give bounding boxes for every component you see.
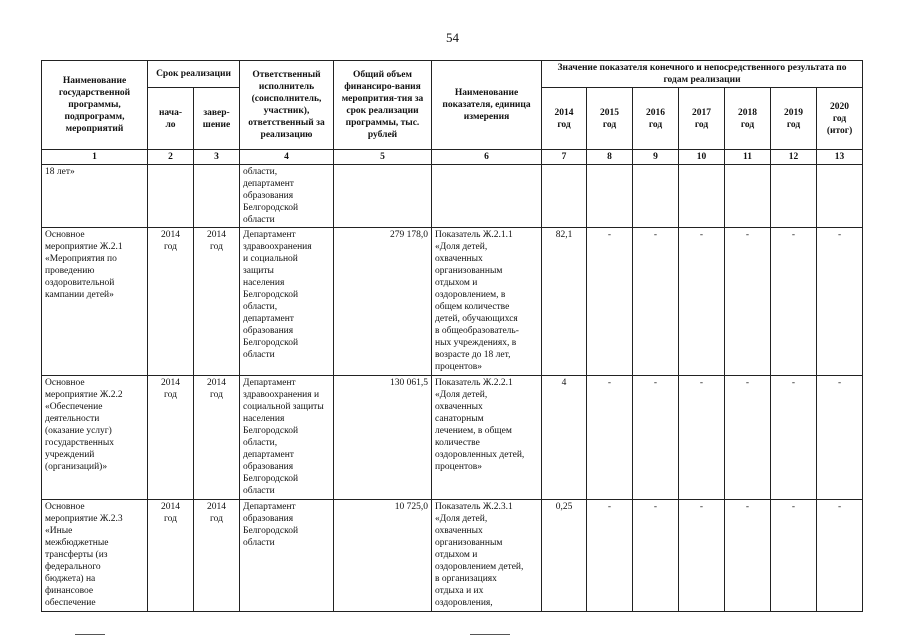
column-number: 4 <box>240 150 334 165</box>
row-value-2015 <box>587 165 633 228</box>
header-end: завер- шение <box>194 88 240 150</box>
header-year-2018: 2018 год <box>725 88 771 150</box>
column-number: 9 <box>633 150 679 165</box>
column-number: 12 <box>771 150 817 165</box>
row-value-2015: - <box>587 500 633 612</box>
row-value-2019: - <box>771 228 817 376</box>
scan-artifact-line <box>75 634 105 635</box>
row-value-2017: - <box>679 376 725 500</box>
scan-artifact-line <box>470 634 510 635</box>
header-year-2016: 2016 год <box>633 88 679 150</box>
column-number: 7 <box>542 150 587 165</box>
table-row <box>42 500 863 612</box>
row-value-2020: - <box>817 228 863 376</box>
header-year-2020: 2020 год (итог) <box>817 88 863 150</box>
row-end: 2014 год <box>194 376 240 500</box>
page-number: 54 <box>446 30 459 45</box>
header-year-2015: 2015 год <box>587 88 633 150</box>
row-value-2018: - <box>725 228 771 376</box>
column-number: 11 <box>725 150 771 165</box>
header-start: нача- ло <box>148 88 194 150</box>
row-start: 2014 год <box>148 228 194 376</box>
row-start <box>148 165 194 228</box>
header-funding: Общий объем финансиро-вания меропрития-тия за срок реализации программы, тыс. рублей <box>334 61 432 150</box>
row-end <box>194 165 240 228</box>
row-value-2014: 4 <box>542 376 587 500</box>
row-indicator: Показатель Ж.2.3.1 «Доля детей, охваченных организованным отдыхом и оздоровлением детей, в организациях отдыха и их оздоровления, <box>432 500 542 612</box>
table-row <box>42 228 863 376</box>
row-program-name: Основное мероприятие Ж.2.2 «Обеспечение деятельности (оказание услуг) государственных учреждений (организаций)» <box>42 376 148 500</box>
header-year-2014: 2014 год <box>542 88 587 150</box>
row-value-2016: - <box>633 228 679 376</box>
row-value-2015: - <box>587 228 633 376</box>
row-responsible: Департамент образования Белгородской области <box>240 500 334 612</box>
row-value-2017 <box>679 165 725 228</box>
row-responsible: области, департамент образования Белгородской области <box>240 165 334 228</box>
row-value-2018: - <box>725 376 771 500</box>
header-indicator-values: Значение показателя конечного и непосредственного результата по годам реализации <box>542 61 863 88</box>
table-row <box>42 165 863 228</box>
column-number: 8 <box>587 150 633 165</box>
column-number: 6 <box>432 150 542 165</box>
row-value-2016 <box>633 165 679 228</box>
row-value-2020: - <box>817 376 863 500</box>
row-value-2019: - <box>771 500 817 612</box>
row-value-2017: - <box>679 500 725 612</box>
row-end: 2014 год <box>194 228 240 376</box>
row-value-2017: - <box>679 228 725 376</box>
header-indicator: Наименование показателя, единица измерения <box>432 61 542 150</box>
row-start: 2014 год <box>148 376 194 500</box>
program-table <box>41 60 863 612</box>
row-value-2020 <box>817 165 863 228</box>
row-indicator: Показатель Ж.2.1.1 «Доля детей, охваченных организованным отдыхом и оздоровлением, в общем количестве детей, обучающихся в общеобразователь- ных учреждениях, в возрасте до 18 лет, процентов» <box>432 228 542 376</box>
row-value-2019 <box>771 165 817 228</box>
table-row <box>42 376 863 500</box>
row-end: 2014 год <box>194 500 240 612</box>
column-number: 1 <box>42 150 148 165</box>
header-program-name: Наименование государственной программы, подпрограмм, мероприятий <box>42 61 148 150</box>
row-value-2018: - <box>725 500 771 612</box>
row-value-2019: - <box>771 376 817 500</box>
row-funding: 279 178,0 <box>334 228 432 376</box>
column-number: 10 <box>679 150 725 165</box>
row-value-2020: - <box>817 500 863 612</box>
table-header <box>42 61 863 150</box>
header-year-2019: 2019 год <box>771 88 817 150</box>
column-number: 2 <box>148 150 194 165</box>
row-indicator <box>432 165 542 228</box>
row-value-2016: - <box>633 376 679 500</box>
row-value-2016: - <box>633 500 679 612</box>
row-value-2014: 82,1 <box>542 228 587 376</box>
column-numbers-row <box>42 150 863 165</box>
column-number: 5 <box>334 150 432 165</box>
row-program-name: Основное мероприятие Ж.2.3 «Иные межбюджетные трансферты (из федерального бюджета) на финансовое обеспечение <box>42 500 148 612</box>
row-responsible: Департамент здравоохранения и социальной защиты населения Белгородской области, департамент образования Белгородской области <box>240 228 334 376</box>
row-start: 2014 год <box>148 500 194 612</box>
row-funding: 130 061,5 <box>334 376 432 500</box>
column-number: 13 <box>817 150 863 165</box>
row-value-2015: - <box>587 376 633 500</box>
row-responsible: Департамент здравоохранения и социальной защиты населения Белгородской области, департамент образования Белгородской области <box>240 376 334 500</box>
header-responsible: Ответственный исполнитель (соисполнитель, участник), ответственный за реализацию <box>240 61 334 150</box>
row-indicator: Показатель Ж.2.2.1 «Доля детей, охваченных санаторным лечением, в общем количестве оздоровленных детей, процентов» <box>432 376 542 500</box>
row-funding: 10 725,0 <box>334 500 432 612</box>
header-year-2017: 2017 год <box>679 88 725 150</box>
row-program-name: Основное мероприятие Ж.2.1 «Мероприятия по проведению оздоровительной кампании детей» <box>42 228 148 376</box>
row-funding <box>334 165 432 228</box>
row-value-2014: 0,25 <box>542 500 587 612</box>
column-number: 3 <box>194 150 240 165</box>
header-term: Срок реализации <box>148 61 240 88</box>
row-value-2018 <box>725 165 771 228</box>
row-program-name: 18 лет» <box>42 165 148 228</box>
row-value-2014 <box>542 165 587 228</box>
